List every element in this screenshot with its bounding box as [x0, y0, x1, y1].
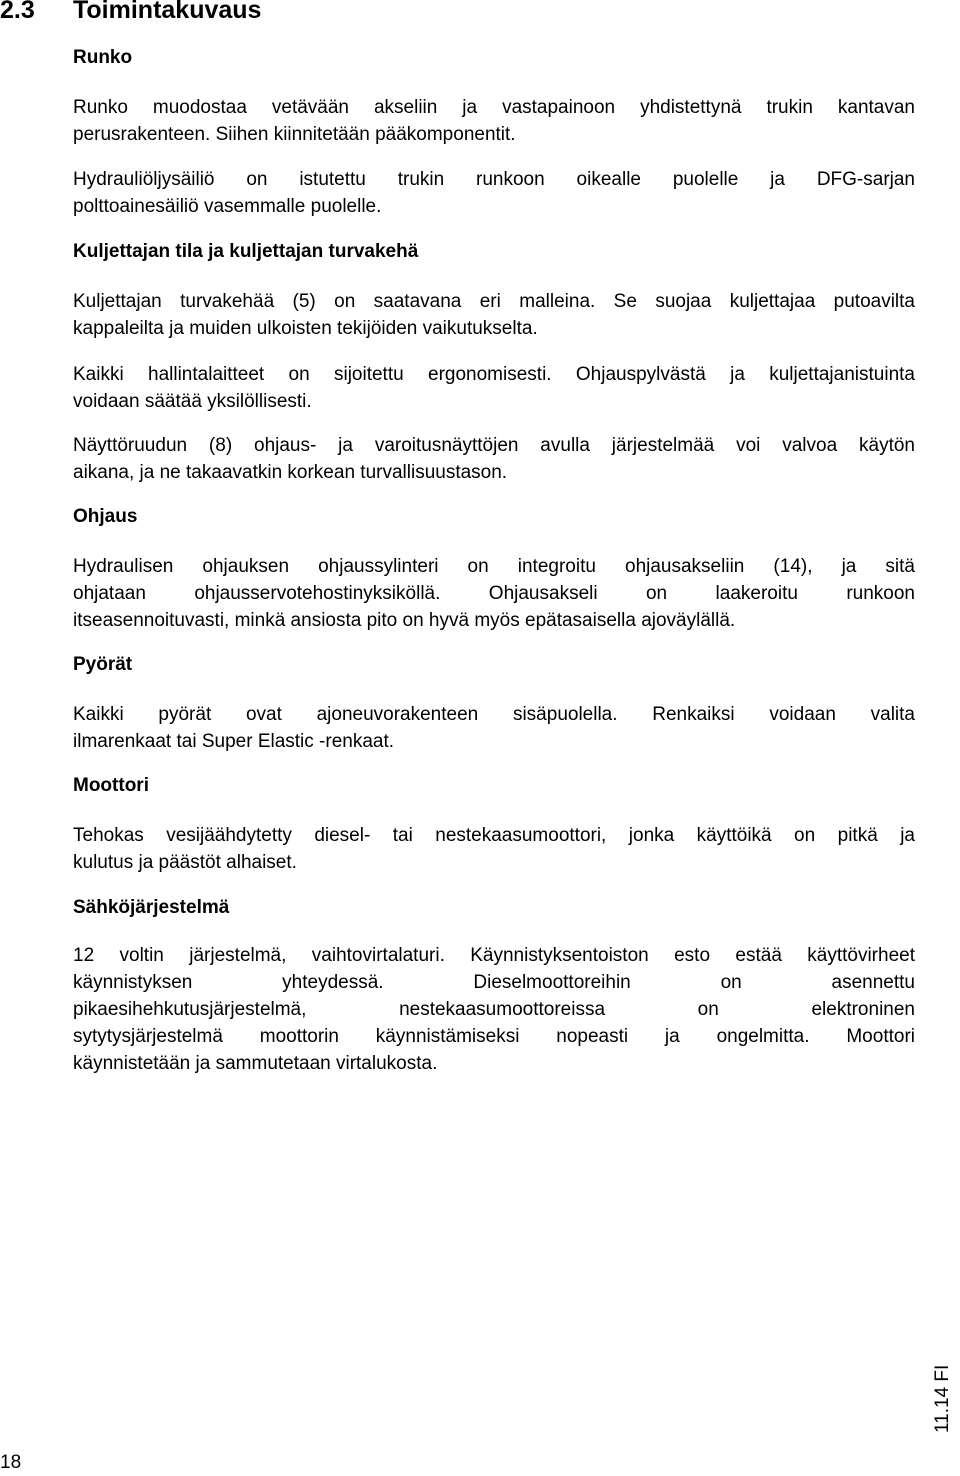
paragraph-pyorat-1 — [73, 701, 915, 755]
heading-moottori: Moottori — [73, 775, 149, 796]
text-line: ohjataan ohjausservotehostinyksiköllä. Ohjausakseli on laakeroitu runkoon — [73, 583, 915, 604]
text-line: 12 voltin järjestelmä, vaihtovirtalaturi. Käynnistyksentoiston esto estää käyttövirheet — [73, 945, 915, 966]
text-line: kulutus ja päästöt alhaiset. — [73, 852, 297, 873]
text-line: Hydrauliöljysäiliö on istutettu trukin runkoon oikealle puolelle ja DFG-sarjan — [73, 169, 915, 190]
text-line: Hydraulisen ohjauksen ohjaussylinteri on integroitu ohjausakseliin (14), ja sitä — [73, 556, 915, 577]
section-title-text: Toimintakuvaus — [73, 0, 262, 24]
text-line: itseasennoituvasti, minkä ansiosta pito on hyvä myös epätasaisella ajoväylällä. — [73, 610, 736, 631]
text-line: polttoainesäiliö vasemmalle puolelle. — [73, 196, 382, 217]
paragraph-runko-1 — [73, 94, 915, 148]
paragraph-sahko-1 — [73, 942, 915, 1077]
document-code: 11.14 FI — [932, 1364, 953, 1433]
text-line: Runko muodostaa vetävään akseliin ja vastapainoon yhdistettynä trukin kantavan — [73, 97, 915, 118]
paragraph-moottori-1 — [73, 822, 915, 876]
heading-kuljettajan-tila: Kuljettajan tila ja kuljettajan turvakehä — [73, 241, 419, 262]
text-line: aikana, ja ne takaavatkin korkean turvallisuustason. — [73, 462, 508, 483]
section-title — [0, 0, 261, 25]
text-line: perusrakenteen. Siihen kiinnitetään pääkomponentit. — [73, 124, 516, 145]
page-number: 18 — [0, 1452, 22, 1473]
section-number: 2.3 — [0, 0, 35, 24]
paragraph-runko-2 — [73, 166, 915, 220]
text-line: sytytysjärjestelmä moottorin käynnistämiseksi nopeasti ja ongelmitta. Moottori — [73, 1026, 915, 1047]
paragraph-kuljettajan-1 — [73, 288, 915, 342]
heading-runko: Runko — [73, 47, 133, 68]
heading-ohjaus: Ohjaus — [73, 506, 138, 527]
heading-pyorat: Pyörät — [73, 654, 133, 675]
paragraph-kuljettajan-2 — [73, 361, 915, 415]
text-line: voidaan säätää yksilöllisesti. — [73, 391, 312, 412]
heading-sahkojarjestelma: Sähköjärjestelmä — [73, 897, 230, 918]
text-line: Tehokas vesijäähdytetty diesel- tai nestekaasumoottori, jonka käyttöikä on pitkä ja — [73, 825, 915, 846]
text-line: kappaleilta ja muiden ulkoisten tekijöiden vaikutukselta. — [73, 318, 538, 339]
text-line: käynnistetään ja sammutetaan virtalukosta. — [73, 1053, 438, 1074]
text-line: Näyttöruudun (8) ohjaus- ja varoitusnäyttöjen avulla järjestelmää voi valvoa käytön — [73, 435, 915, 456]
text-line: ilmarenkaat tai Super Elastic -renkaat. — [73, 731, 395, 752]
text-line: Kaikki pyörät ovat ajoneuvorakenteen sisäpuolella. Renkaiksi voidaan valita — [73, 704, 915, 725]
paragraph-kuljettajan-3 — [73, 432, 915, 486]
text-line: Kaikki hallintalaitteet on sijoitettu ergonomisesti. Ohjauspylvästä ja kuljettajanistuinta — [73, 364, 915, 385]
paragraph-ohjaus-1 — [73, 553, 915, 634]
text-line: Kuljettajan turvakehää (5) on saatavana eri malleina. Se suojaa kuljettajaa putoavilta — [73, 291, 915, 312]
text-line: pikaesihehkutusjärjestelmä, nestekaasumoottoreissa on elektroninen — [73, 999, 915, 1020]
text-line: käynnistyksen yhteydessä. Dieselmoottoreihin on asennettu — [73, 972, 915, 993]
